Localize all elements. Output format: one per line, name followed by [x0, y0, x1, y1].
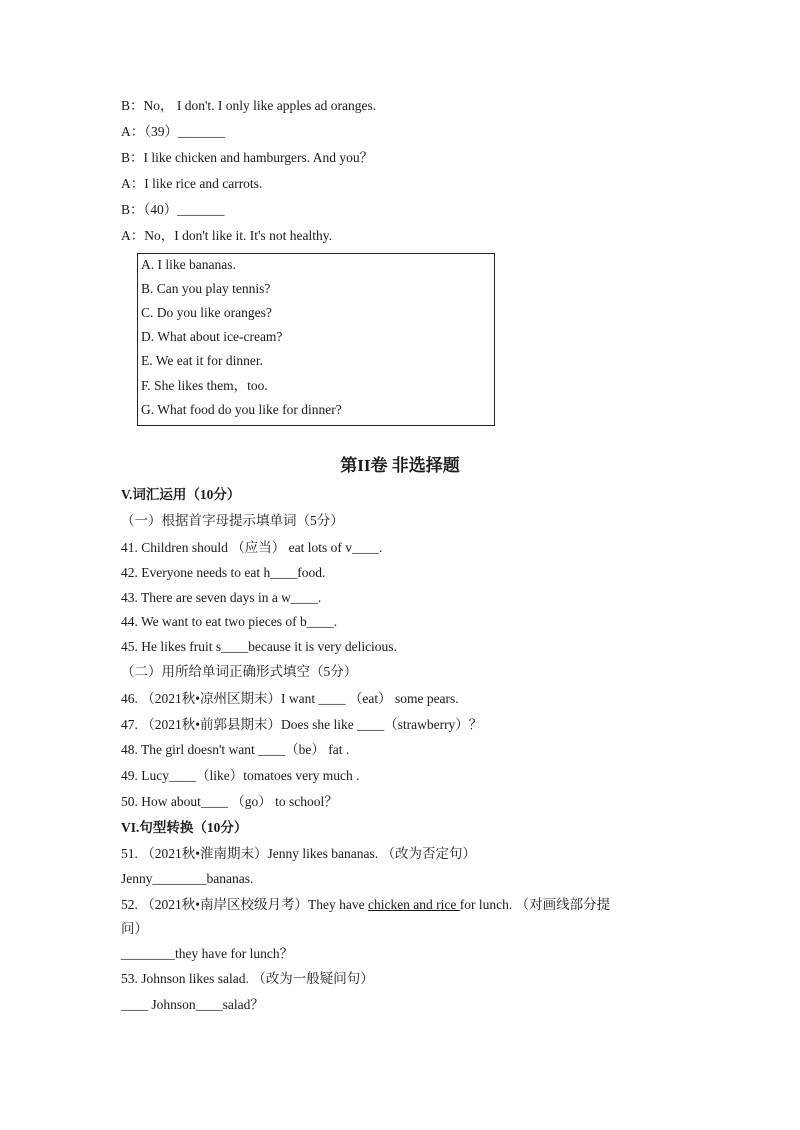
options-box: [137, 253, 495, 426]
subsection-heading: （一）根据首字母提示填单词（5分）: [121, 513, 344, 528]
question-52-text: 52. （2021秋•南岸区校级月考）They have: [121, 897, 368, 912]
question-41: 41. Children should （应当） eat lots of v____.: [121, 540, 383, 555]
question-46: 46. （2021秋•凉州区期末）I want ____ （eat） some pears.: [121, 691, 459, 706]
option-item: B. Can you play tennis?: [141, 281, 271, 296]
option-item: A. I like bananas.: [141, 257, 236, 272]
question-42: 42. Everyone needs to eat h____food.: [121, 565, 326, 580]
part-title: 第II卷 非选择题: [340, 456, 460, 475]
option-item: F. She likes them，too.: [141, 378, 268, 393]
underlined-phrase: chicken and rice: [367, 897, 460, 912]
dialogue-line: B：No， I don't. I only like apples ad oranges.: [121, 98, 377, 113]
option-item: G. What food do you like for dinner?: [141, 402, 342, 417]
question-49: 49. Lucy____（like）tomatoes very much .: [121, 768, 360, 783]
option-item: C. Do you like oranges?: [141, 305, 272, 320]
question-53: 53. Johnson likes salad. （改为一般疑问句）: [121, 971, 374, 986]
section-heading: VI.句型转换（10分）: [121, 820, 248, 835]
dialogue-line: A：（39）_______: [121, 124, 226, 139]
dialogue-line: B：（40）_______: [121, 202, 225, 217]
answer-line-52: ________they have for lunch？: [121, 946, 294, 961]
dialogue-line: B：I like chicken and hamburgers. And you？: [121, 150, 374, 165]
question-50: 50. How about____ （go） to school？: [121, 794, 338, 809]
question-48: 48. The girl doesn't want ____（be） fat .: [121, 742, 350, 757]
question-52: [121, 897, 610, 913]
section-heading: V.词汇运用（10分）: [121, 487, 241, 502]
question-44: 44. We want to eat two pieces of b____.: [121, 614, 338, 629]
question-43: 43. There are seven days in a w____.: [121, 590, 322, 605]
question-52-continued: 问）: [121, 921, 148, 936]
question-51: 51. （2021秋•淮南期末）Jenny likes bananas. （改为否定句）: [121, 846, 476, 861]
answer-line-53: ____ Johnson____salad？: [121, 997, 264, 1012]
option-item: E. We eat it for dinner.: [141, 353, 264, 368]
dialogue-line: A：No，I don't like it. It's not healthy.: [121, 228, 332, 243]
question-47: 47. （2021秋•前郭县期末）Does she like ____（strawberry）？: [121, 717, 483, 732]
question-52-text: for lunch. （对画线部分提: [459, 897, 611, 912]
dialogue-line: A：I like rice and carrots.: [121, 176, 263, 191]
option-item: D. What about ice-cream?: [141, 329, 283, 344]
subsection-heading: （二）用所给单词正确形式填空（5分）: [121, 664, 358, 679]
question-45: 45. He likes fruit s____because it is very delicious.: [121, 639, 397, 654]
answer-line-51: Jenny________bananas.: [121, 871, 254, 886]
